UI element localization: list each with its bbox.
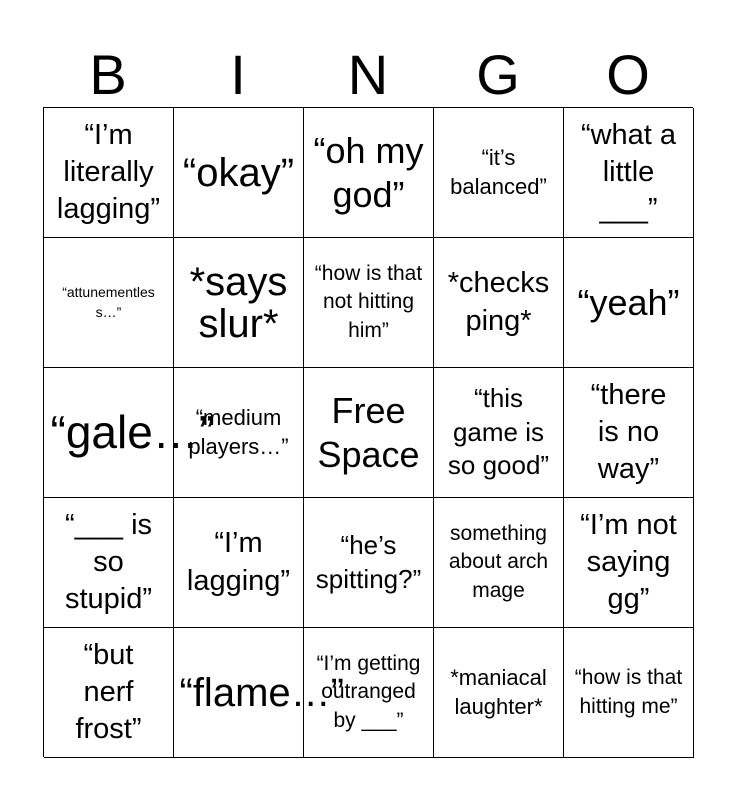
bingo-cell[interactable] — [44, 498, 174, 628]
cell-text: “okay” — [182, 150, 295, 195]
cell-text: *checks ping* — [447, 267, 550, 337]
bingo-cell[interactable] — [304, 238, 434, 368]
bingo-cell[interactable] — [564, 368, 694, 498]
cell-text: “gale…” — [50, 406, 215, 459]
cell-text: *maniacal laughter* — [450, 664, 547, 719]
cell-text: “I’m lagging” — [186, 527, 291, 597]
cell-text: “I’m literally lagging” — [56, 118, 161, 226]
bingo-cell[interactable] — [44, 108, 174, 238]
bingo-cell[interactable] — [174, 498, 304, 628]
cell-text: “medium players…” — [188, 404, 289, 459]
cell-text: “what a little ___” — [580, 118, 677, 226]
header-letter-g: G — [476, 43, 520, 106]
cell-text: “attunementless…” — [62, 283, 155, 320]
bingo-cell[interactable] — [434, 108, 564, 238]
bingo-cell[interactable] — [44, 368, 215, 498]
header-letter-n: N — [347, 43, 389, 106]
bingo-cell[interactable] — [434, 368, 564, 498]
bingo-cell[interactable] — [564, 498, 694, 628]
cell-text: “oh my god” — [313, 130, 424, 215]
bingo-cell[interactable] — [434, 498, 564, 628]
cell-text: something about arch mage — [448, 521, 549, 602]
bingo-board — [43, 107, 693, 757]
bingo-cell[interactable] — [304, 628, 434, 758]
bingo-cell[interactable] — [564, 238, 694, 368]
bingo-cell[interactable] — [174, 108, 304, 238]
bingo-cell[interactable] — [174, 628, 344, 758]
cell-text: “flame…” — [179, 670, 344, 715]
cell-text: “I’m getting outranged by ___” — [316, 651, 421, 732]
bingo-cell[interactable] — [44, 628, 174, 758]
cell-text: “there is no way” — [590, 378, 667, 486]
header-letter-o: O — [606, 43, 650, 106]
bingo-cell[interactable] — [304, 498, 434, 628]
free-space-text: Free Space — [317, 390, 420, 475]
cell-text: “___ is so stupid” — [64, 508, 153, 616]
cell-text: “this game is so good” — [447, 382, 550, 481]
header-letter-b: B — [89, 43, 127, 106]
header-letter-i: I — [230, 43, 246, 106]
cell-text: “but nerf frost” — [75, 638, 142, 746]
cell-text: “he’s spitting?” — [315, 529, 422, 594]
bingo-cell[interactable] — [564, 628, 694, 758]
bingo-cell[interactable] — [434, 238, 564, 368]
bingo-cell[interactable] — [434, 628, 564, 758]
bingo-cell[interactable] — [174, 238, 304, 368]
bingo-cell[interactable] — [304, 368, 434, 498]
cell-text: *says slur* — [189, 259, 288, 346]
bingo-header — [43, 44, 693, 106]
cell-text: “how is that hitting me” — [574, 665, 683, 718]
cell-text: “it’s balanced” — [450, 144, 547, 199]
cell-text: “I’m not saying gg” — [580, 508, 677, 616]
bingo-cell[interactable] — [174, 368, 304, 498]
bingo-cell[interactable] — [564, 108, 694, 238]
cell-text: “how is that not hitting him” — [314, 261, 423, 342]
bingo-cell[interactable] — [304, 108, 434, 238]
cell-text: “yeah” — [577, 281, 680, 323]
bingo-cell[interactable] — [44, 238, 174, 368]
